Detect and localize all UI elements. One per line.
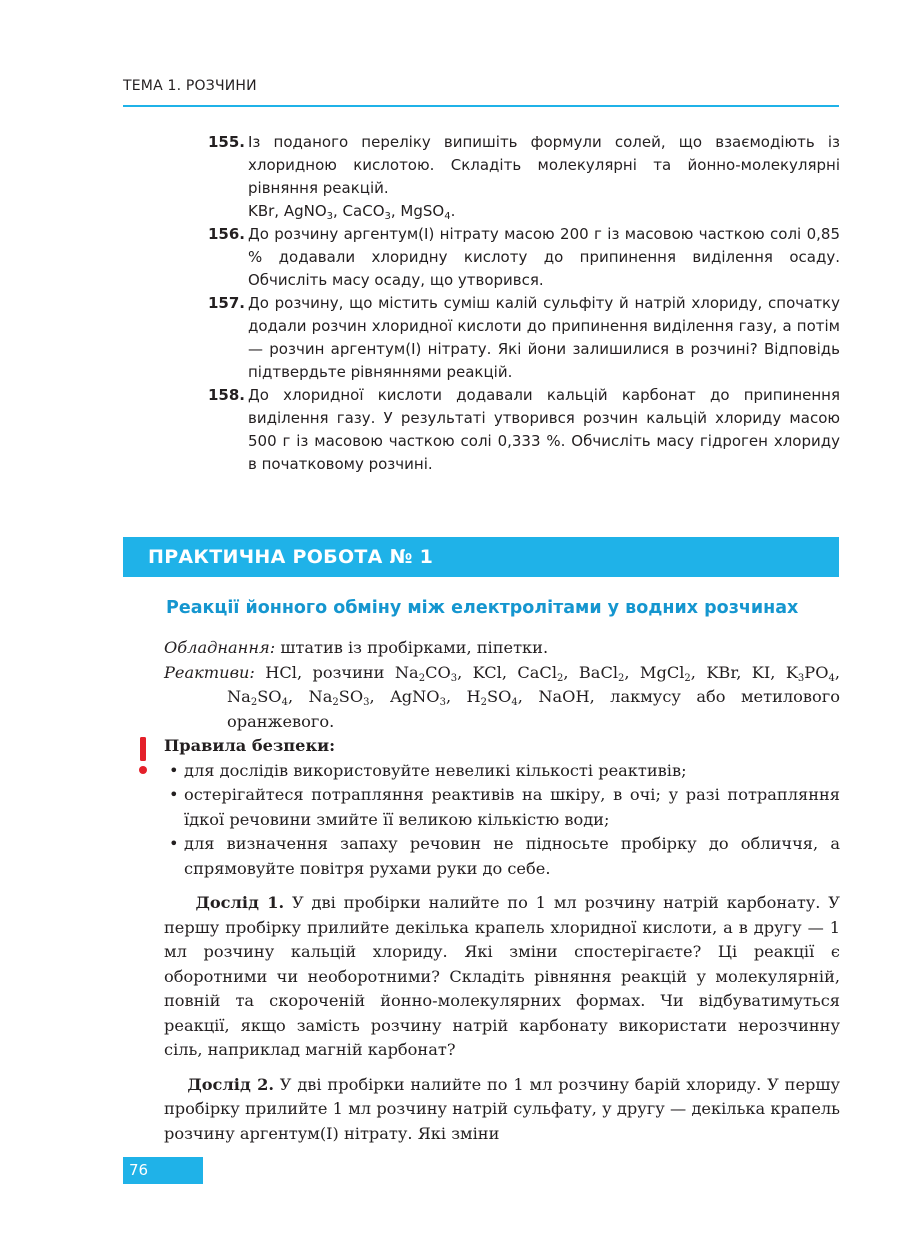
experiment-text: У дві пробірки налийте по 1 мл розчину барій хлориду. У першу пробірку прилийте 1 мл розчину натрій сульфату, у другу — декілька крапель розчину аргентум(І) нітрату. Які зміни — [164, 1074, 840, 1143]
reagents-line: Реактиви: HCl, розчини $Na_2CO_3$, KCl, CaCl$_2$, BaCl$_2$, MgCl$_2$, KBr, KI, $K_3PO_4$, $Na_2SO_4$, $Na_2SO_3$, AgNO$_3$, $H_2SO_4$, NaOH, лакмусу або метилового оранжевого. — [164, 662, 840, 731]
task-list — [208, 131, 840, 476]
experiment-2 — [164, 1073, 840, 1147]
safety-rule — [164, 832, 840, 881]
task-number: 155. — [208, 133, 246, 151]
running-header: ТЕМА 1. РОЗЧИНИ — [123, 78, 257, 94]
practical-work-body — [164, 636, 840, 1146]
task-text: До розчину, що містить суміш калій сульфіту й натрій хлориду, спочатку додали розчин хлоридної кислоти до припинення виділення газу, а потім — розчин аргентум(І) нітрату. Які йони залишилися в розчині? Відповідь підтвердьте рівняннями реакцій. — [248, 294, 840, 381]
page-number: 76 — [129, 1161, 149, 1179]
task-formulas: KBr, AgNO$_3$, CaCO$_3$, MgSO$_4$. — [248, 202, 456, 222]
safety-rule-text: для визначення запаху речовин не підносьте пробірку до обличчя, а спрямовуйте повітря рухами руки до себе. — [184, 834, 840, 878]
practical-work-banner — [123, 537, 839, 577]
safety-rule-text: остерігайтеся потрапляння реактивів на шкіру, в очі; у разі потрапляння їдкої речовини змийте її великою кількістю води; — [184, 785, 840, 829]
task-item — [208, 131, 840, 223]
exclamation-icon — [136, 737, 150, 777]
safety-rules-title: Правила безпеки: — [164, 736, 336, 755]
task-text: До хлоридної кислоти додавали кальцій карбонат до припинення виділення газу. У результаті утворився розчин кальцій хлориду масою 500 г із масовою часткою солі 0,333 %. Обчисліть масу гідроген хлориду в початковому розчині. — [248, 386, 840, 473]
bullet: • — [169, 834, 179, 853]
task-item — [208, 223, 840, 292]
equipment-line: Обладнання: штатив із пробірками, піпетки. — [164, 638, 549, 657]
task-item — [208, 292, 840, 384]
task-item — [208, 384, 840, 476]
header-divider — [123, 105, 839, 107]
safety-rule-text: для дослідів використовуйте невеликі кількості реактивів; — [184, 760, 687, 780]
banner-title: ПРАКТИЧНА РОБОТА № 1 — [148, 546, 434, 568]
task-text: Із поданого переліку випишіть формули солей, що взаємодіють із хлоридною кислотою. Складіть молекулярні та йонно-молекулярні рівняння реакцій. — [248, 133, 840, 197]
bullet: • — [169, 760, 179, 780]
task-text: До розчину аргентум(І) нітрату масою 200 г із масовою часткою солі 0,85 % додавали хлоридну кислоту до припинення виділення осаду. Обчисліть масу осаду, що утворився. — [248, 225, 840, 289]
safety-rule — [164, 783, 840, 832]
bullet: • — [169, 785, 179, 804]
practical-work-subtitle: Реакції йонного обміну між електролітами у водних розчинах — [166, 598, 799, 618]
safety-rule — [164, 759, 840, 784]
task-number: 157. — [208, 294, 246, 312]
experiment-label: Дослід 1. — [195, 893, 285, 912]
experiment-text: У дві пробірки налийте по 1 мл розчину натрій карбонату. У першу пробірку прилийте декілька крапель хлоридної кислоти, а в другу — 1 мл розчину кальцій хлориду. Які зміни спостерігаєте? Ці реакції є оборотними чи необоротними? Складіть рівняння реакцій у молекулярній, повній та скороченій йонно-молекулярних формах. Чи відбуватимуться реакції, якщо замість розчину натрій карбонату використати нерозчинну сіль, наприклад магній карбонат? — [164, 893, 841, 1059]
task-number: 158. — [208, 386, 246, 404]
experiment-1 — [164, 891, 840, 1063]
experiment-label: Дослід 2. — [187, 1074, 274, 1094]
task-number: 156. — [208, 225, 246, 243]
page-number-box — [123, 1157, 203, 1184]
